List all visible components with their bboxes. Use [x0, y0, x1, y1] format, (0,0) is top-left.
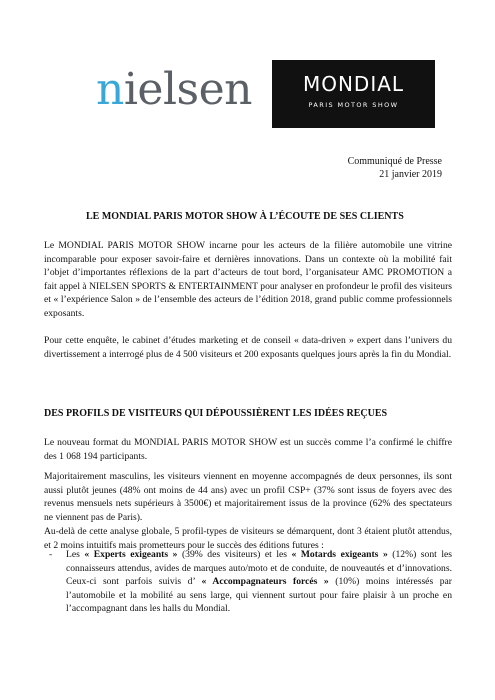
bullet-bold-2: « Motards exigeants »: [291, 549, 388, 560]
nielsen-logo: [96, 60, 266, 124]
nielsen-letter-n: n: [96, 64, 124, 115]
section-paragraph-1: Le nouveau format du MONDIAL PARIS MOTOR SHOW est un succès comme l’a confirmé le chiffre des 1 068 194 participants.: [44, 437, 452, 462]
intro-paragraph-1: Le MONDIAL PARIS MOTOR SHOW incarne pour les acteurs de la filière automobile une vitrine incomparable pour exposer savoir-faire et dernières innovations. Dans un contexte où la mobilité fait l’objet d’importantes réflexions de la part d’acteurs de tout bord, l’organisateur AMC PROMOTION a fait appel à NIELSEN SPORTS & ENTERTAINMENT pour analyser en profondeur le profil des visiteurs et « l’expérience Salon » de l’ensemble des acteurs de l’édition 2018, grand public comme professionnels exposants.: [44, 240, 452, 319]
bullet-text-2: (39% des visiteurs) et les: [177, 549, 292, 560]
bullet-dash: -: [49, 549, 53, 560]
intro-paragraph-2: Pour cette enquête, le cabinet d’études marketing et de conseil « data-driven » expert dans l’univers du divertissement a interrogé plus de 4 500 visiteurs et 200 exposants quelques jours après la fin du Mondial.: [44, 335, 452, 360]
bullet-text-1: Les: [66, 549, 85, 560]
press-label: Communiqué de Presse: [347, 156, 442, 167]
bullet-text-3: (12%) sont les connaisseurs attendus, avides de marques auto/moto et de conduite, de nouveautés et d’innovations. Ceux-ci sont parfois suivis d’: [66, 549, 452, 587]
press-header: [348, 156, 442, 181]
bullet-bold-3: « Accompagnateurs forcés »: [201, 576, 329, 587]
mondial-logo: [272, 60, 435, 128]
section-paragraph-3: Au-delà de cette analyse globale, 5 profil-types de visiteurs se démarquent, dont 3 étaient plutôt attendus, et 2 moins intuitifs mais prometteurs pour le succès des éditions futures :: [44, 526, 452, 551]
mondial-logo-subtitle: PARIS MOTOR SHOW: [308, 101, 399, 109]
section-heading: DES PROFILS DE VISITEURS QUI DÉPOUSSIÈRENT LES IDÉES REÇUES: [44, 408, 388, 419]
mondial-logo-title: MONDIAL: [302, 72, 405, 96]
nielsen-letters-rest: ielsen: [123, 64, 252, 115]
bullet-text-4: (10%) moins intéressés par l’automobile et la mobilité au sens large, qui viennent surtout pour faire plaisir à un proche en l’accompagnant dans les halls du Mondial.: [66, 576, 452, 614]
nielsen-wordmark: [96, 60, 252, 120]
press-date: 21 janvier 2019: [379, 168, 442, 180]
page-title: LE MONDIAL PARIS MOTOR SHOW À L’ÉCOUTE DE SES CLIENTS: [86, 211, 404, 222]
section-paragraph-2: Majoritairement masculins, les visiteurs viennent en moyenne accompagnés de deux personnes, ils sont aussi plutôt jeunes (48% ont moins de 44 ans) avec un profil CSP+ (37% sont issus de foyers avec des revenus mensuels nets supérieurs à 3500€) et majoritairement issus de la province (62% des spectateurs ne viennent pas de Paris).: [44, 471, 452, 523]
list-item: [49, 548, 452, 616]
bullet-bold-1: « Experts exigeants »: [84, 549, 178, 560]
